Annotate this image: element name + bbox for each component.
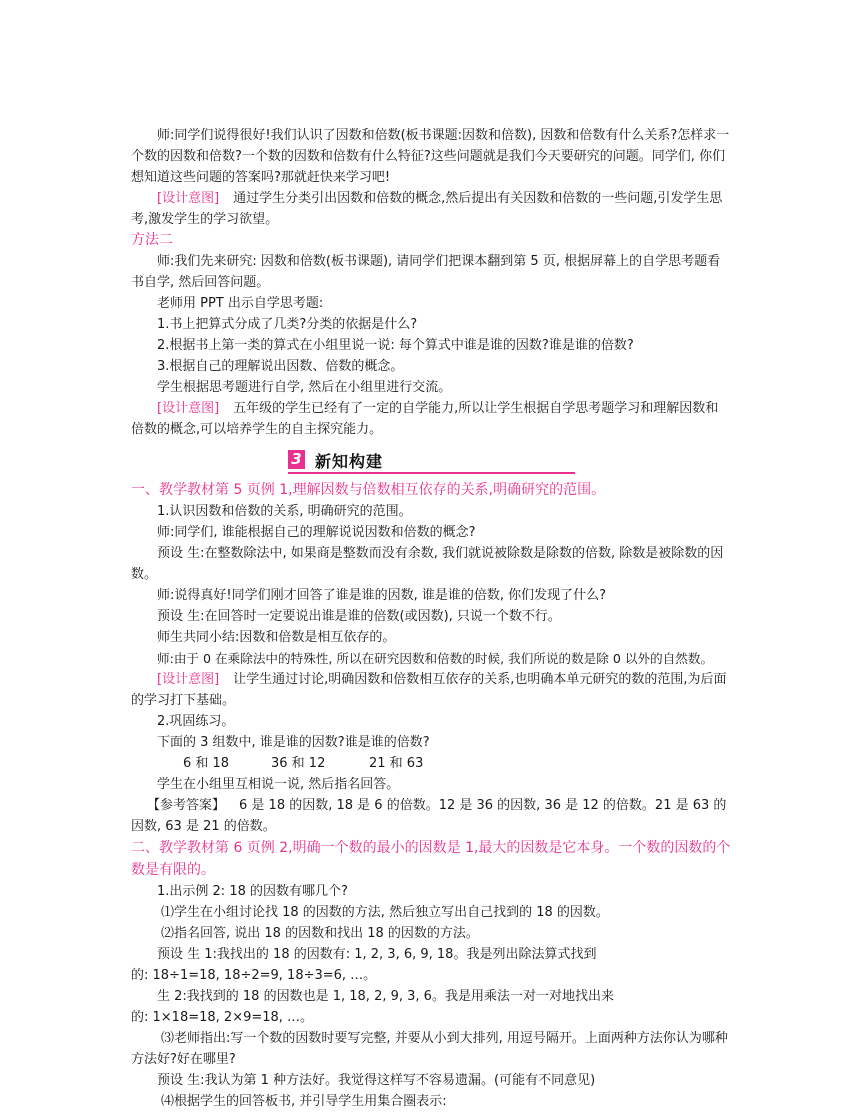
section-one-line-1: 1.认识因数和倍数的关系, 明确研究的范围。 xyxy=(157,504,412,519)
reference-answer-text: 6 是 18 的因数, 18 是 6 的倍数。12 是 36 的因数, 36 是 12 的倍数。21 是 63 的因数, 63 是 21 的倍数。 xyxy=(131,798,727,834)
section-one-line-9: 下面的 3 组数中, 谁是谁的因数?谁是谁的倍数? xyxy=(157,735,430,750)
section-one-line-4: 师:说得真好!同学们刚才回答了谁是谁的因数, 谁是谁的倍数, 你们发现了什么? xyxy=(157,588,607,603)
section-one-design-intent xyxy=(131,669,731,711)
design-intent-tag: [设计意图] xyxy=(157,191,220,206)
question-2: 2.根据书上第一类的算式在小组里说一说: 每个算式中谁是谁的因数?谁是谁的倍数? xyxy=(157,338,634,353)
design-intent-text: 通过学生分类引出因数和倍数的概念,然后提出有关因数和倍数的一些问题,引发学生思考,激发学生的学习欲望。 xyxy=(131,191,723,227)
section-banner xyxy=(131,447,731,477)
section-number-badge: 3 xyxy=(288,450,305,469)
section-one-heading: 一、教学教材第 5 页例 1,理解因数与倍数相互依存的关系,明确研究的范围。 xyxy=(131,482,606,498)
method-two-heading: 方法二 xyxy=(131,232,173,248)
section-two-heading: 二、教学教材第 6 页例 2,明确一个数的最小的因数是 1,最大的因数是它本身。一个数的因数的个数是有限的。 xyxy=(131,840,731,878)
question-3: 3.根据自己的理解说出因数、倍数的概念。 xyxy=(157,359,404,374)
design-intent-text: 五年级的学生已经有了一定的自学能力,所以让学生根据自学思考题学习和理解因数和倍数的概念,可以培养学生的自主探究能力。 xyxy=(131,401,719,437)
section-banner-title: 新知构建 xyxy=(315,452,384,471)
section-two-line-8: ⑷根据学生的回答板书, 并引导学生用集合圈表示: xyxy=(161,1094,447,1109)
design-intent-tag: [设计意图] xyxy=(157,401,220,416)
method-two-selfstudy: 学生根据思考题进行自学, 然后在小组里进行交流。 xyxy=(157,380,452,395)
section-two-line-4: 预设 生 1:我找出的 18 的因数有: 1, 2, 3, 6, 9, 18。我是列出除法算式找到 xyxy=(157,947,597,962)
design-intent-text: 让学生通过讨论,明确因数和倍数相互依存的关系,也明确本单元研究的数的范围,为后面的学习打下基础。 xyxy=(131,672,727,708)
number-groups xyxy=(131,753,731,774)
intro-paragraph: 师:同学们说得很好!我们认识了因数和倍数(板书课题:因数和倍数), 因数和倍数有什么关系?怎样求一个数的因数和倍数?一个数的因数和倍数有什么特征?这些问题就是我们今天要研究的问题。同学们, 你们想知道这些问题的答案吗?那就赶快来学习吧! xyxy=(131,128,730,185)
section-one-line-8: 2.巩固练习。 xyxy=(157,714,235,729)
question-1: 1.书上把算式分成了几类?分类的依据是什么? xyxy=(157,317,418,332)
design-intent-tag: [设计意图] xyxy=(157,672,220,687)
section-two-line-7: 预设 生:我认为第 1 种方法好。我觉得这样写不容易遗漏。(可能有不同意见) xyxy=(157,1073,596,1088)
banner-underline xyxy=(288,472,575,474)
number-group: 6 和 18 xyxy=(183,756,230,771)
method-two-design-intent xyxy=(131,398,731,440)
section-one-line-3: 预设 生:在整数除法中, 如果商是整数而没有余数, 我们就说被除数是除数的倍数, 除数是被除数的因数。 xyxy=(131,546,724,582)
section-two-line-4b: 的: 18÷1=18, 18÷2=9, 18÷3=6, …。 xyxy=(131,968,377,983)
section-one-line-2: 师:同学们, 谁能根据自己的理解说说因数和倍数的概念? xyxy=(157,525,476,540)
section-two-line-5b: 的: 1×18=18, 2×9=18, …。 xyxy=(131,1010,314,1025)
method-two-ppt-line: 老师用 PPT 出示自学思考题: xyxy=(157,296,324,311)
section-two-line-6: ⑶老师指出:写一个数的因数时要写完整, 并要从小到大排列, 用逗号隔开。上面两种方法你认为哪种方法好?好在哪里? xyxy=(131,1031,728,1067)
intro-design-intent xyxy=(131,188,731,230)
section-one-line-7: 师:由于 0 在乘除法中的特殊性, 所以在研究因数和倍数的时候, 我们所说的数是除 0 以外的自然数。 xyxy=(157,651,714,666)
section-one-line-5: 预设 生:在回答时一定要说出谁是谁的倍数(或因数), 只说一个数不行。 xyxy=(157,609,561,624)
section-two-line-3: ⑵指名回答, 说出 18 的因数和找出 18 的因数的方法。 xyxy=(161,926,479,941)
section-two-line-1: 1.出示例 2: 18 的因数有哪几个? xyxy=(157,884,348,899)
document-body xyxy=(131,125,731,1112)
section-one-line-10: 学生在小组里互相说一说, 然后指名回答。 xyxy=(157,777,400,792)
method-two-paragraph: 师:我们先来研究: 因数和倍数(板书课题), 请同学们把课本翻到第 5 页, 根据屏幕上的自学思考题看书自学, 然后回答问题。 xyxy=(131,254,721,290)
number-group: 36 和 12 xyxy=(271,756,326,771)
section-two-line-2: ⑴学生在小组讨论找 18 的因数的方法, 然后独立写出自己找到的 18 的因数。 xyxy=(161,905,609,920)
reference-answer xyxy=(131,795,731,837)
section-one-line-6: 师生共同小结:因数和倍数是相互依存的。 xyxy=(157,630,396,645)
reference-answer-tag: 【参考答案】 xyxy=(147,798,226,813)
section-two-line-5: 生 2:我找到的 18 的因数也是 1, 18, 2, 9, 3, 6。我是用乘法一对一对地找出来 xyxy=(157,989,614,1004)
number-group: 21 和 63 xyxy=(369,756,424,771)
